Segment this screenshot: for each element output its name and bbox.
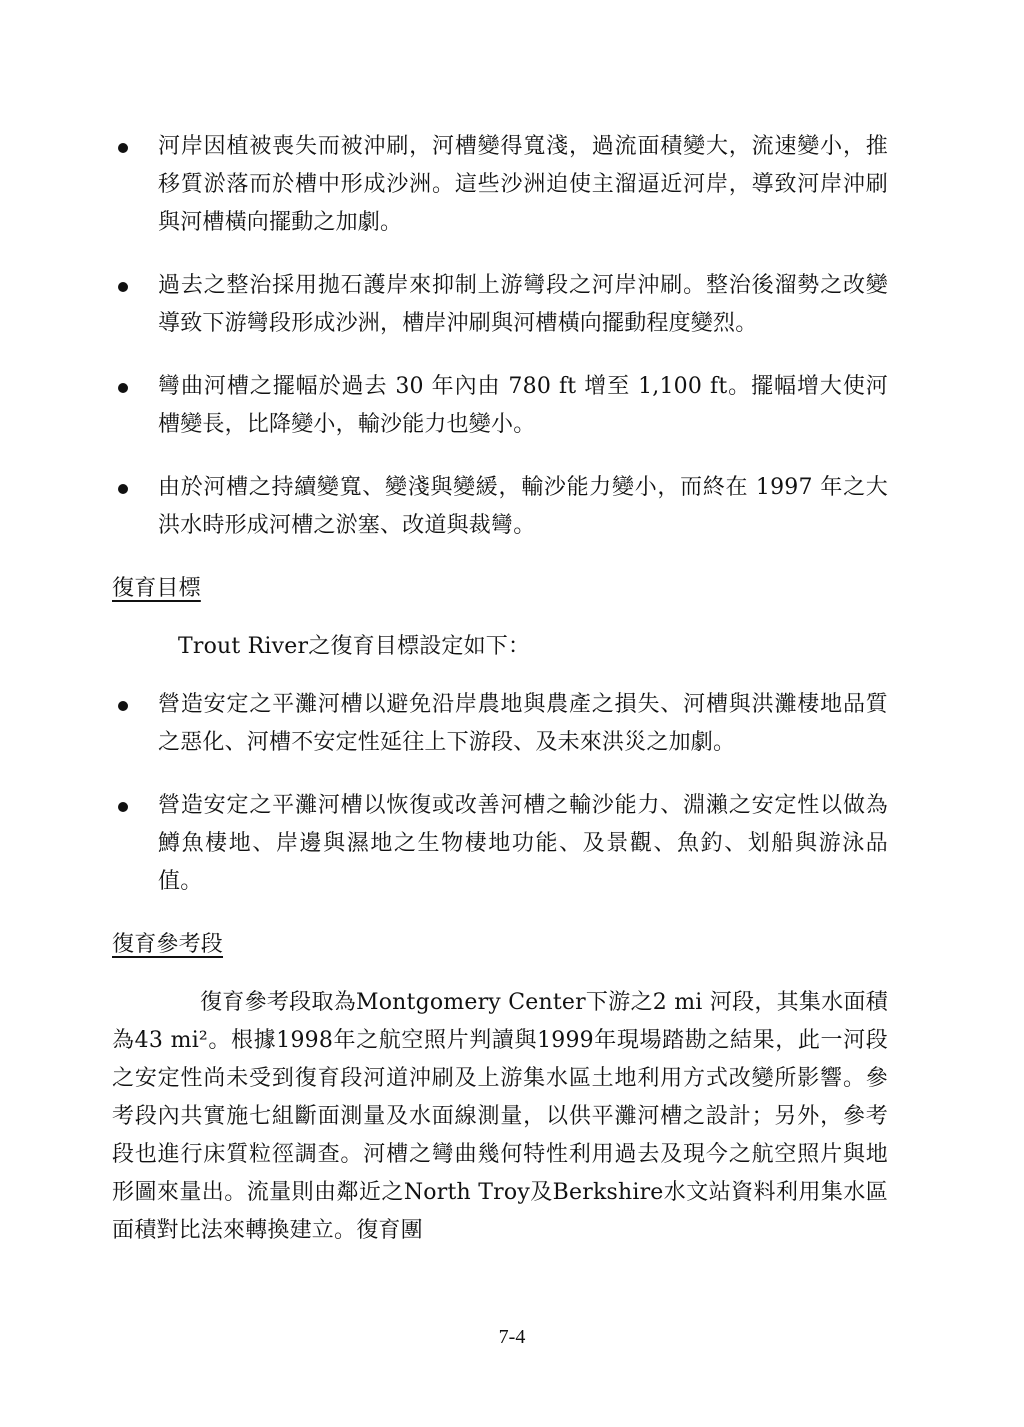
bullet-text: 彎曲河槽之擺幅於過去 30 年內由 780 ft 增至 1,100 ft。擺幅增大使河槽變長，比降變小，輸沙能力也變小。 xyxy=(158,374,888,437)
bullet-item xyxy=(112,368,888,444)
bullet-text: 由於河槽之持續變寬、變淺與變緩，輸沙能力變小，而終在 1997 年之大洪水時形成河槽之淤塞、改道與裁彎。 xyxy=(158,475,888,538)
bullet-dot-icon xyxy=(118,282,128,292)
bullet-dot-icon xyxy=(118,143,128,153)
body-paragraph: 復育參考段取為Montgomery Center下游之2 mi 河段，其集水面積為43 mi²。根據1998年之航空照片判讀與1999年現場踏勘之結果，此一河段之安定性尚未受到復育段河道沖刷及上游集水區土地利用方式改變所影響。參考段內共實施七組斷面測量及水面線測量，以供平灘河槽之設計；另外，參考段也進行床質粒徑調查。河槽之彎曲幾何特性利用過去及現今之航空照片與地形圖來量出。流量則由鄰近之North Troy及Berkshire水文站資料利用集水區面積對比法來轉換建立。復育團 xyxy=(112,990,888,1243)
bullet-item xyxy=(112,469,888,545)
section-intro: Trout River之復育目標設定如下： xyxy=(178,634,531,659)
bullet-text: 營造安定之平灘河槽以恢復或改善河槽之輸沙能力、淵瀨之安定性以做為鱒魚棲地、岸邊與濕地之生物棲地功能、及景觀、魚釣、划船與游泳品值。 xyxy=(158,793,888,894)
bullet-dot-icon xyxy=(118,701,128,711)
bullet-item xyxy=(112,128,888,242)
section-heading-goals: 復育目標 xyxy=(112,576,201,601)
bullet-item xyxy=(112,267,888,343)
page-number: 7-4 xyxy=(498,1326,526,1348)
bullet-item xyxy=(112,787,888,901)
bullet-text: 河岸因植被喪失而被沖刷，河槽變得寬淺，過流面積變大，流速變小，推移質淤落而於槽中形成沙洲。這些沙洲迫使主溜逼近河岸，導致河岸沖刷與河槽橫向擺動之加劇。 xyxy=(158,134,888,235)
bullet-dot-icon xyxy=(118,802,128,812)
section-heading-reference: 復育參考段 xyxy=(112,932,224,957)
bullet-item xyxy=(112,686,888,762)
bullet-dot-icon xyxy=(118,484,128,494)
bullet-text: 過去之整治採用拋石護岸來抑制上游彎段之河岸沖刷。整治後溜勢之改變導致下游彎段形成沙洲，槽岸沖刷與河槽橫向擺動程度變烈。 xyxy=(158,273,888,336)
bullet-text: 營造安定之平灘河槽以避免沿岸農地與農產之損失、河槽與洪灘棲地品質之惡化、河槽不安定性延往上下游段、及未來洪災之加劇。 xyxy=(158,692,888,755)
bullet-dot-icon xyxy=(118,383,128,393)
page-content xyxy=(112,128,888,1250)
